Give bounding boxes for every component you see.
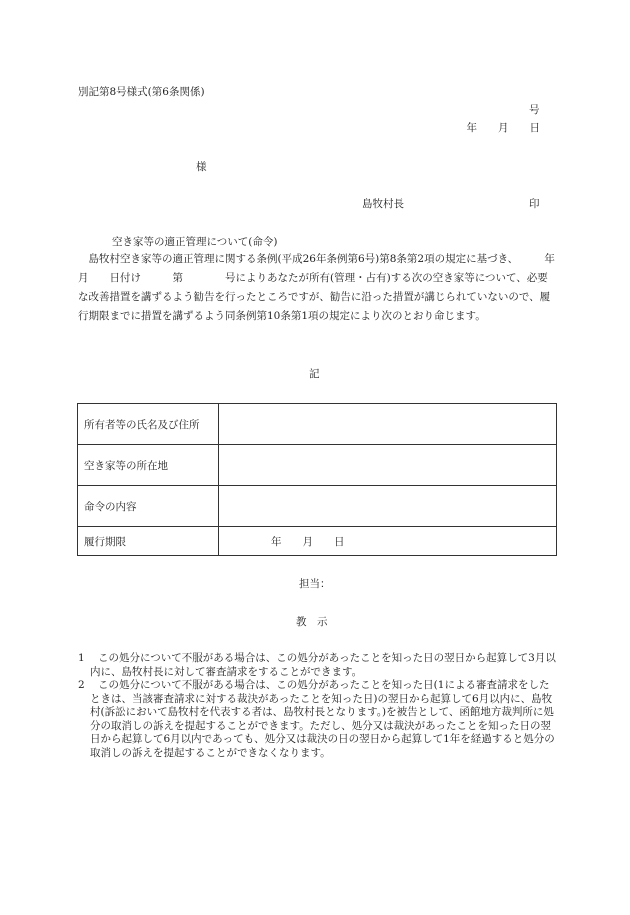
form-id: 別記第8号様式(第6条関係) [78,86,205,98]
row-label-location: 空き家等の所在地 [78,445,219,486]
addressee-suffix: 様 [196,161,207,173]
notice-list [78,652,556,760]
ki-heading: 記 [309,368,320,380]
row-label-order: 命令の内容 [78,486,219,527]
contact-label: 担当： [299,578,331,590]
notice-title: 教 示 [296,616,328,628]
row-value-order [219,486,557,527]
notice-item-2 [78,679,556,760]
notice-text: この処分について不服がある場合は、この処分があったことを知った日の翌日から起算して3月以内に、島牧村長に対して審査請求をすることができます。 [90,652,556,678]
seal-mark: 印 [529,198,540,210]
table-row [78,486,557,527]
notice-num: 2 [78,679,85,691]
row-value-deadline: 年 月 日 [219,527,557,556]
table-row [78,527,557,556]
row-label-owner: 所有者等の氏名及び住所 [78,404,219,445]
order-table [77,403,557,556]
number-label: 号 [529,104,540,116]
issuer-name: 島牧村長 [362,198,404,210]
date-label: 年 月 日 [466,122,540,134]
row-value-owner [219,404,557,445]
row-label-deadline: 履行期限 [78,527,219,556]
document-title: 空き家等の適正管理について(命令) [112,236,278,248]
notice-num: 1 [78,652,85,664]
table-row [78,404,557,445]
body-paragraph: 島牧村空き家等の適正管理に関する条例(平成26年条例第6号)第8条第2項の規定に基づき、 年 月 日付け 第 号によりあなたが所有(管理・占有)する次の空き家等について、必要な改善措置を講ずるよう勧告を行ったところですが、勧告に沿った措置が講じられていないので、履行期限までに措置を講ずるよう同条例第10条第1項の規定により次のとおり命じます。 [78,253,576,322]
notice-text: この処分について不服がある場合は、この処分があったことを知った日(1による審査請求をしたときは、当該審査請求に対する裁決があったことを知った日)の翌日から起算して6月以内に、島牧村(訴訟において島牧村を代表する者は、島牧村長となります。)を被告として、函館地方裁判所に処分の取消しの訴えを提起することができます。ただし、処分又は裁決があったことを知った日の翌日から起算して6月以内であっても、処分又は裁決の日の翌日から起算して1年を経過すると処分の取消しの訴えを提起することができなくなります。 [90,679,555,759]
table-row [78,445,557,486]
notice-item-1 [78,652,556,679]
row-value-location [219,445,557,486]
